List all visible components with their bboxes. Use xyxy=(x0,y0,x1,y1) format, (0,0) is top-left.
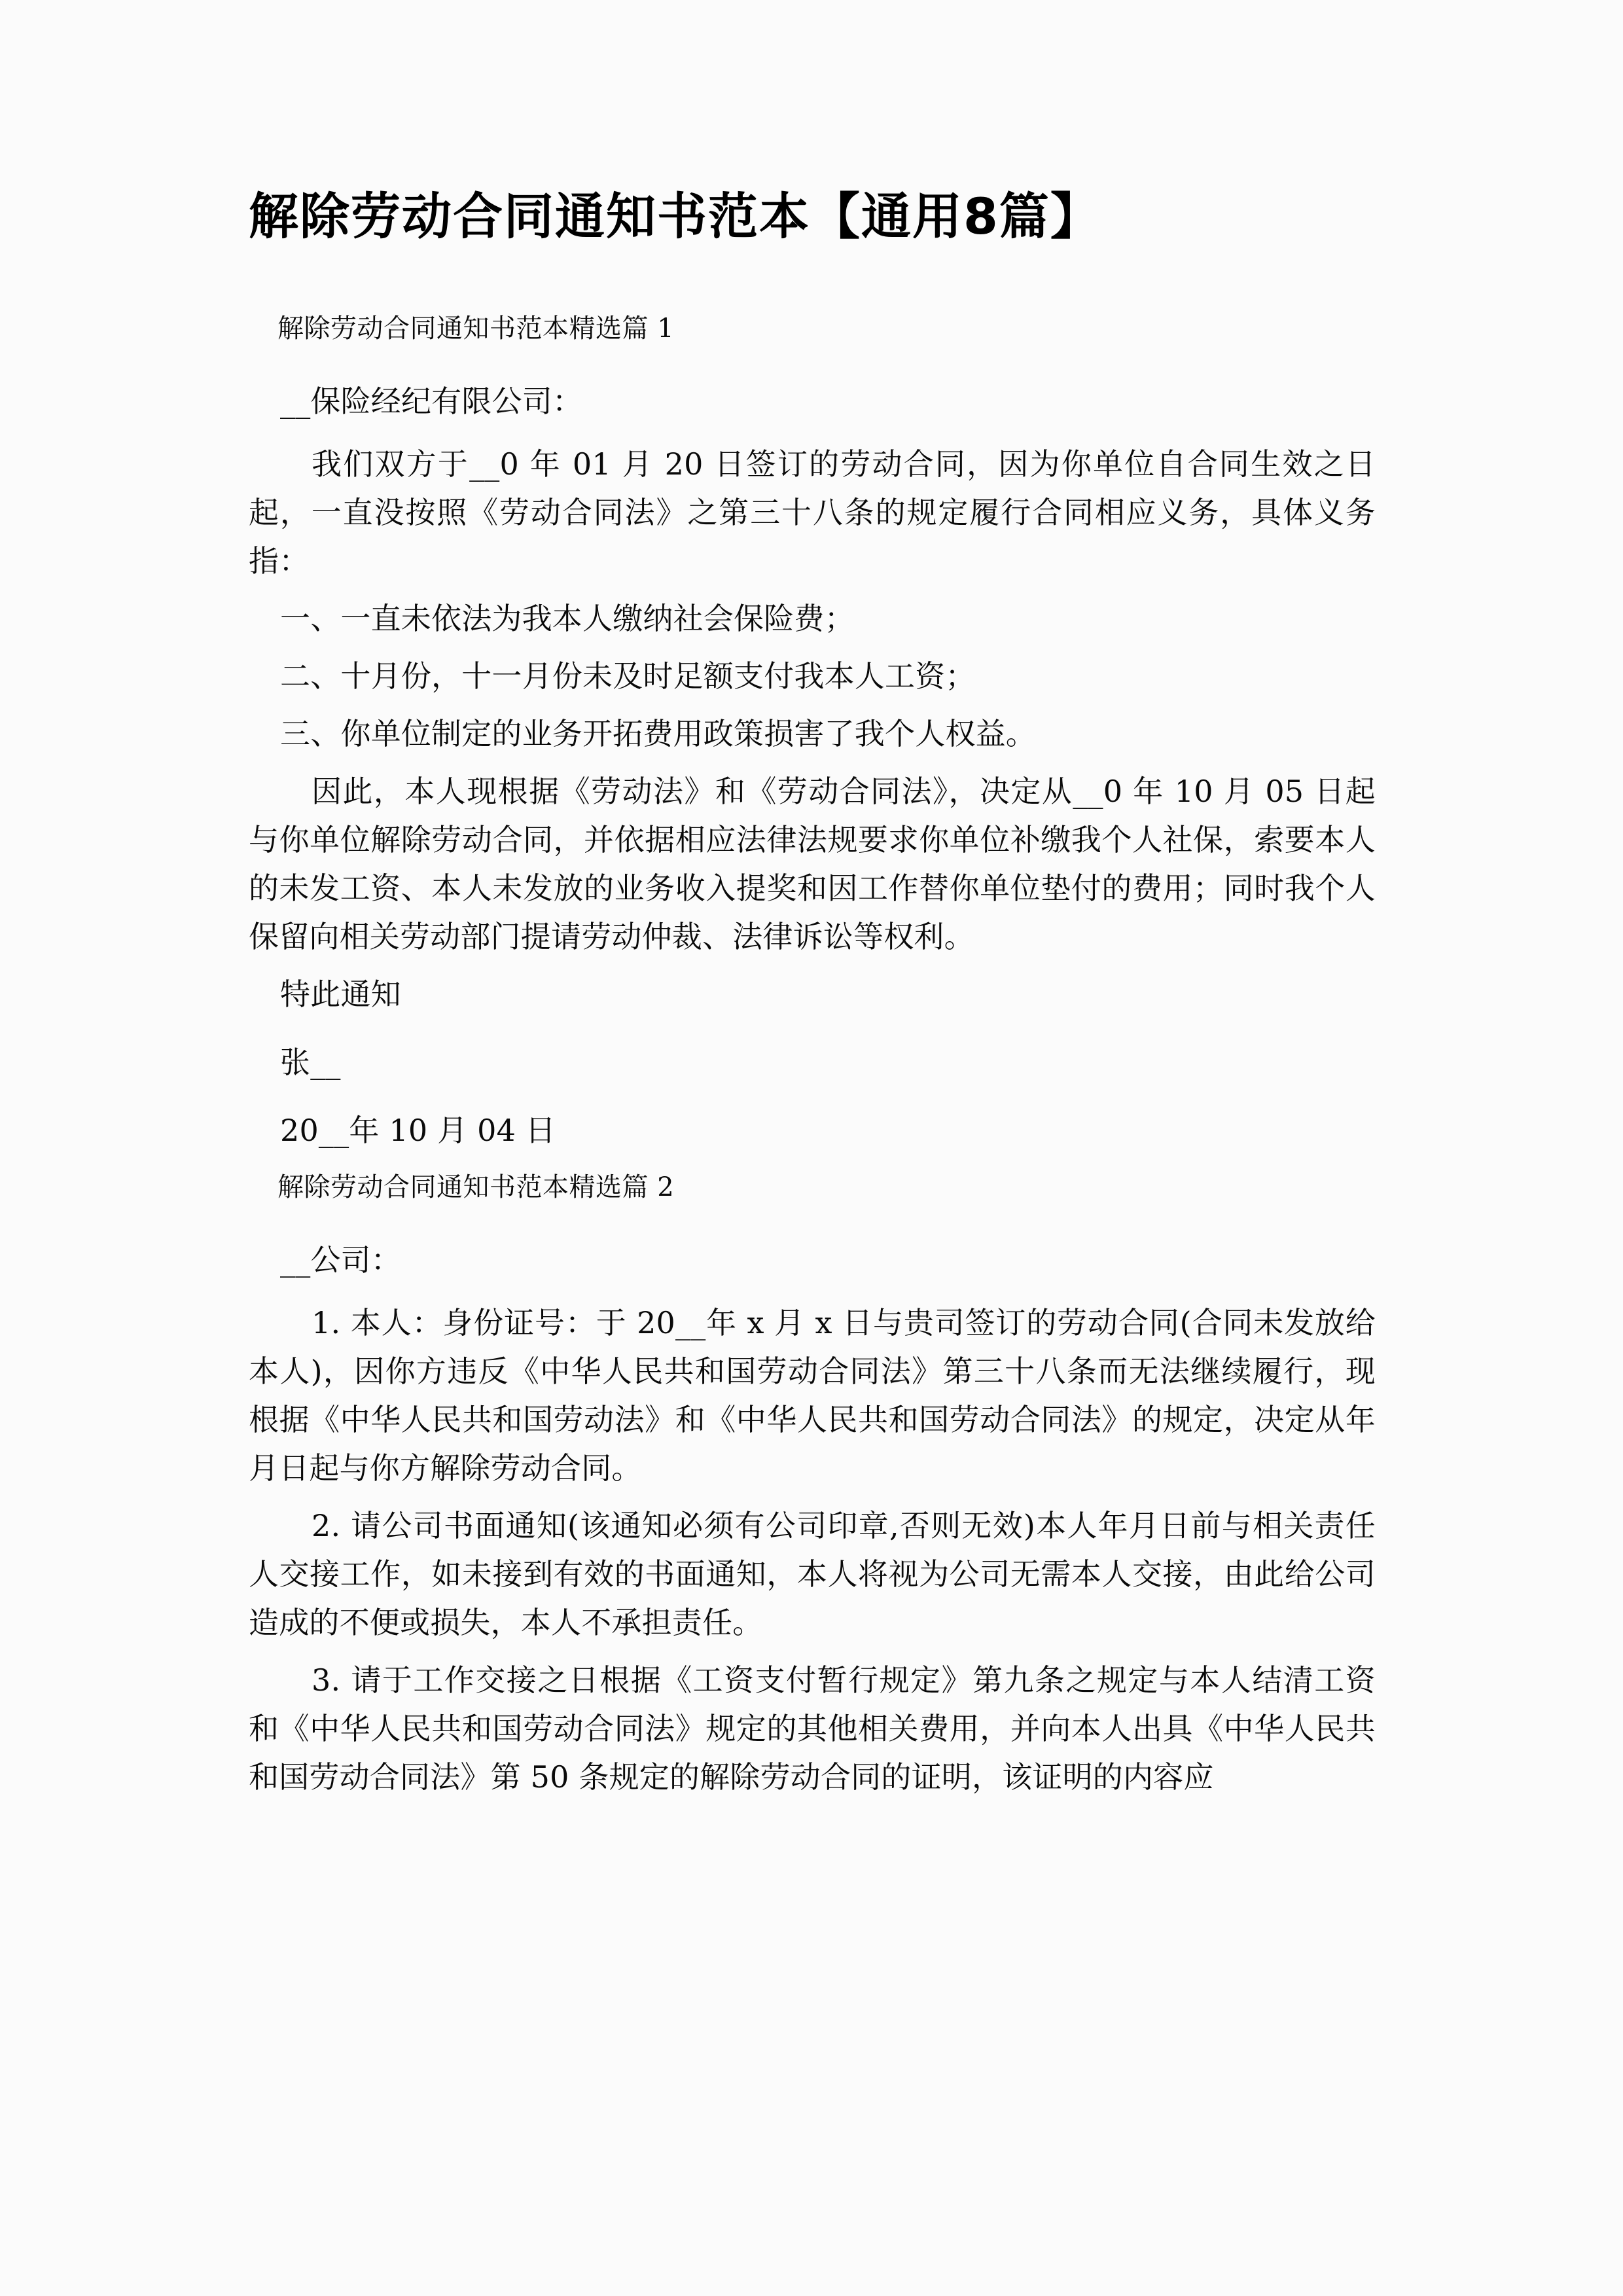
section-1-closing: 特此通知 xyxy=(280,976,401,1012)
spacer xyxy=(249,246,1376,315)
spacer xyxy=(249,1284,1376,1299)
section-1-addressee: __保险经纪有限公司： xyxy=(280,383,583,419)
section-1-date: 20__年 10 月 04 日 xyxy=(280,1112,556,1148)
spacer xyxy=(249,585,1376,594)
document-content-column xyxy=(249,0,1376,1801)
section-2-item-3: 3. 请于工作交接之日根据《工资支付暂行规定》第九条之规定与本人结清工资和《中华人民共和国劳动合同法》规定的其他相关费用，并向本人出具《中华人民共和国劳动合同法》第 50 条规定的解除劳动合同的证明，该证明的内容应 xyxy=(249,1662,1376,1795)
section-2-addressee: __公司： xyxy=(280,1242,401,1278)
section-1-heading: 解除劳动合同通知书范本精选篇 1 xyxy=(277,313,675,344)
section-1-item-1: 一、一直未依法为我本人缴纳社会保险费； xyxy=(280,600,855,636)
section-2-heading: 解除劳动合同通知书范本精选篇 2 xyxy=(277,1172,675,1202)
spacer xyxy=(249,1086,1376,1106)
section-1-item-2: 二、十月份，十一月份未及时足额支付我本人工资； xyxy=(280,658,976,694)
section-1-paragraph-1: 我们双方于__0 年 01 月 20 日签订的劳动合同，因为你单位自合同生效之日起，一直没按照《劳动合同法》之第三十八条的规定履行合同相应义务，具体义务指： xyxy=(249,446,1376,579)
section-1 xyxy=(249,315,1376,1174)
section-2-item-2: 2. 请公司书面通知(该通知必须有公司印章,否则无效)本人年月日前与相关责任人交接工作，如未接到有效的书面通知，本人将视为公司无需本人交接，由此给公司造成的不便或损失，本人不承担责任。 xyxy=(249,1507,1376,1640)
spacer xyxy=(249,700,1376,709)
section-1-item-3: 三、你单位制定的业务开拓费用政策损害了我个人权益。 xyxy=(280,715,1036,751)
spacer xyxy=(249,758,1376,767)
spacer xyxy=(249,425,1376,440)
spacer xyxy=(249,1155,1376,1174)
spacer xyxy=(249,1018,1376,1038)
section-2 xyxy=(249,1174,1376,1801)
section-2-item-1: 1. 本人：身份证号：于 20__年 x 月 x 日与贵司签订的劳动合同(合同未发放给本人)，因你方违反《中华人民共和国劳动合同法》第三十八条而无法继续履行，现根据《中华人民共和国劳动法》和《中华人民共和国劳动合同法》的规定，决定从年月日起与你方解除劳动合同。 xyxy=(249,1304,1376,1486)
section-1-signature: 张__ xyxy=(280,1044,341,1080)
section-1-paragraph-2: 因此，本人现根据《劳动法》和《劳动合同法》，决定从__0 年 10 月 05 日起与你单位解除劳动合同，并依据相应法律法规要求你单位补缴我个人社保，索要本人的未发工资、本人未发放的业务收入提奖和因工作替你单位垫付的费用；同时我个人保留向相关劳动部门提请劳动仲裁、法律诉讼等权利。 xyxy=(249,773,1376,954)
page-title: 解除劳动合同通知书范本【通用8篇】 xyxy=(249,187,1101,245)
spacer xyxy=(249,961,1376,970)
spacer xyxy=(249,1647,1376,1656)
spacer xyxy=(249,643,1376,652)
spacer xyxy=(249,1492,1376,1501)
spacer xyxy=(249,342,1376,377)
spacer xyxy=(249,1200,1376,1236)
